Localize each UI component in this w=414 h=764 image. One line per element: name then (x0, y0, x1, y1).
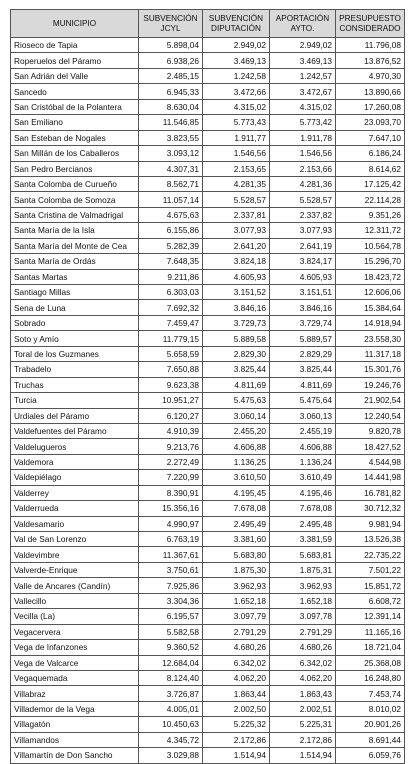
aportacion-ayto-cell: 5.225,31 (270, 717, 336, 732)
aportacion-ayto-cell: 3.151,51 (270, 285, 336, 300)
municipio-cell: Valdelugueros (11, 439, 139, 454)
aportacion-ayto-cell: 2.455,19 (270, 423, 336, 438)
municipio-cell: Valdemora (11, 454, 139, 469)
aportacion-ayto-cell: 1.652,18 (270, 593, 336, 608)
aportacion-ayto-cell: 2.829,29 (270, 346, 336, 361)
municipio-cell: Vega de Infanzones (11, 640, 139, 655)
presupuesto-cell: 15.384,64 (336, 300, 405, 315)
subvencion-diputacion-cell: 4.315,02 (203, 99, 270, 114)
aportacion-ayto-cell: 1.514,94 (270, 748, 336, 763)
table-row (11, 346, 405, 361)
municipio-cell: San Pedro Bercianos (11, 161, 139, 176)
subvencion-diputacion-cell: 4.680,26 (203, 640, 270, 655)
aportacion-ayto-cell: 3.469,13 (270, 53, 336, 68)
subvencion-diputacion-cell: 5.773,43 (203, 115, 270, 130)
municipio-cell: Valderrueda (11, 501, 139, 516)
subvencion-diputacion-cell: 2.337,81 (203, 207, 270, 222)
subvencion-diputacion-cell: 2.002,50 (203, 701, 270, 716)
subvencion-diputacion-cell: 4.606,88 (203, 439, 270, 454)
subvencion-jcyl-cell: 11.779,15 (139, 331, 203, 346)
aportacion-ayto-cell: 5.683,81 (270, 547, 336, 562)
aportacion-ayto-cell: 5.475,64 (270, 393, 336, 408)
presupuesto-cell: 10.564,78 (336, 238, 405, 253)
subvencion-diputacion-cell: 6.342,02 (203, 655, 270, 670)
municipio-cell: Valdepiélago (11, 470, 139, 485)
subvencion-diputacion-cell: 3.097,79 (203, 609, 270, 624)
subvencion-jcyl-cell: 4.910,39 (139, 423, 203, 438)
municipio-cell: Santa María de Ordás (11, 254, 139, 269)
municipio-cell: Toral de los Guzmanes (11, 346, 139, 361)
aportacion-ayto-cell: 1.546,56 (270, 146, 336, 161)
subvencion-jcyl-cell: 7.220,99 (139, 470, 203, 485)
subvencion-diputacion-cell: 5.225,32 (203, 717, 270, 732)
subvencion-diputacion-cell: 5.889,58 (203, 331, 270, 346)
subvencion-diputacion-cell: 1.875,30 (203, 562, 270, 577)
subvencion-jcyl-cell: 4.990,97 (139, 516, 203, 531)
aportacion-ayto-cell: 2.002,51 (270, 701, 336, 716)
presupuesto-cell: 9.351,26 (336, 207, 405, 222)
subvencion-diputacion-cell: 2.455,20 (203, 423, 270, 438)
municipio-cell: San Esteban de Nogales (11, 130, 139, 145)
municipio-cell: Valdesamario (11, 516, 139, 531)
aportacion-ayto-cell: 2.791,29 (270, 624, 336, 639)
subvencion-diputacion-cell: 3.077,93 (203, 223, 270, 238)
table-row (11, 300, 405, 315)
municipio-cell: Santa María de la Isla (11, 223, 139, 238)
subvencion-jcyl-cell: 6.155,86 (139, 223, 203, 238)
aportacion-ayto-cell: 5.773,42 (270, 115, 336, 130)
presupuesto-cell: 22.114,28 (336, 192, 405, 207)
municipio-cell: Sobrado (11, 315, 139, 330)
subvencion-diputacion-cell: 1.242,58 (203, 68, 270, 83)
table-row (11, 578, 405, 593)
presupuesto-cell: 25.368,08 (336, 655, 405, 670)
municipio-cell: Vecilla (La) (11, 609, 139, 624)
presupuesto-cell: 16.248,80 (336, 670, 405, 685)
presupuesto-cell: 7.647,10 (336, 130, 405, 145)
subvencion-jcyl-cell: 10.951,27 (139, 393, 203, 408)
header-subvencion-jcyl: SUBVENCIÓN JCYL (139, 10, 203, 38)
subvencion-diputacion-cell: 3.472,66 (203, 84, 270, 99)
presupuesto-cell: 6.186,24 (336, 146, 405, 161)
table-row (11, 470, 405, 485)
subvencion-jcyl-cell: 2.485,15 (139, 68, 203, 83)
subvencion-jcyl-cell: 3.029,88 (139, 748, 203, 763)
subvencion-diputacion-cell: 2.172,86 (203, 732, 270, 747)
subvencion-diputacion-cell: 4.195,45 (203, 485, 270, 500)
aportacion-ayto-cell: 4.195,46 (270, 485, 336, 500)
aportacion-ayto-cell: 3.472,67 (270, 84, 336, 99)
municipio-cell: Truchas (11, 377, 139, 392)
municipio-cell: Vega de Valcarce (11, 655, 139, 670)
table-row (11, 285, 405, 300)
subvencion-jcyl-cell: 5.582,58 (139, 624, 203, 639)
table-row (11, 269, 405, 284)
aportacion-ayto-cell: 3.097,78 (270, 609, 336, 624)
municipio-cell: Sena de Luna (11, 300, 139, 315)
municipio-cell: Rioseco de Tapia (11, 38, 139, 53)
table-row (11, 748, 405, 763)
table-row (11, 84, 405, 99)
presupuesto-cell: 21.902,54 (336, 393, 405, 408)
subvencion-diputacion-cell: 3.060,14 (203, 408, 270, 423)
table-row (11, 516, 405, 531)
aportacion-ayto-cell: 3.060,13 (270, 408, 336, 423)
presupuesto-cell: 7.501,22 (336, 562, 405, 577)
municipio-cell: Val de San Lorenzo (11, 532, 139, 547)
presupuesto-cell: 9.820,78 (336, 423, 405, 438)
municipio-cell: Soto y Amío (11, 331, 139, 346)
subvencion-jcyl-cell: 12.684,04 (139, 655, 203, 670)
table-row (11, 670, 405, 685)
subvencion-diputacion-cell: 3.824,18 (203, 254, 270, 269)
aportacion-ayto-cell: 4.281,36 (270, 176, 336, 191)
aportacion-ayto-cell: 4.605,93 (270, 269, 336, 284)
subvencion-diputacion-cell: 2.949,02 (203, 38, 270, 53)
subvencion-jcyl-cell: 6.938,26 (139, 53, 203, 68)
subvencion-jcyl-cell: 7.692,32 (139, 300, 203, 315)
subvencion-jcyl-cell: 9.623,38 (139, 377, 203, 392)
presupuesto-cell: 12.391,14 (336, 609, 405, 624)
municipio-cell: Valverde-Enrique (11, 562, 139, 577)
subvencion-jcyl-cell: 15.356,16 (139, 501, 203, 516)
presupuesto-cell: 9.981,94 (336, 516, 405, 531)
presupuesto-cell: 30.712,32 (336, 501, 405, 516)
budget-table-container (10, 9, 404, 764)
table-row (11, 393, 405, 408)
table-row (11, 701, 405, 716)
presupuesto-cell: 4.970,30 (336, 68, 405, 83)
presupuesto-cell: 8.691,44 (336, 732, 405, 747)
aportacion-ayto-cell: 2.153,66 (270, 161, 336, 176)
municipio-cell: Santa Colomba de Curueño (11, 176, 139, 191)
presupuesto-cell: 6.059,76 (336, 748, 405, 763)
municipio-cell: Vegacervera (11, 624, 139, 639)
table-row (11, 686, 405, 701)
presupuesto-cell: 6.608,72 (336, 593, 405, 608)
table-row (11, 146, 405, 161)
subvencion-jcyl-cell: 8.562,71 (139, 176, 203, 191)
presupuesto-cell: 4.544,98 (336, 454, 405, 469)
table-row (11, 562, 405, 577)
subvencion-jcyl-cell: 6.195,57 (139, 609, 203, 624)
municipio-cell: Sancedo (11, 84, 139, 99)
aportacion-ayto-cell: 1.911,78 (270, 130, 336, 145)
subvencion-jcyl-cell: 4.345,72 (139, 732, 203, 747)
municipio-cell: San Cristóbal de la Polantera (11, 99, 139, 114)
table-row (11, 547, 405, 562)
municipio-cell: San Adrián del Valle (11, 68, 139, 83)
subvencion-diputacion-cell: 2.495,49 (203, 516, 270, 531)
table-row (11, 532, 405, 547)
municipio-cell: Vegaquemada (11, 670, 139, 685)
subvencion-jcyl-cell: 9.360,52 (139, 640, 203, 655)
subvencion-jcyl-cell: 6.763,19 (139, 532, 203, 547)
aportacion-ayto-cell: 3.962,93 (270, 578, 336, 593)
subvencion-jcyl-cell: 5.898,04 (139, 38, 203, 53)
table-row (11, 115, 405, 130)
presupuesto-cell: 8.010,02 (336, 701, 405, 716)
presupuesto-cell: 12.606,06 (336, 285, 405, 300)
aportacion-ayto-cell: 4.606,88 (270, 439, 336, 454)
table-row (11, 238, 405, 253)
municipio-cell: Villabraz (11, 686, 139, 701)
presupuesto-cell: 12.311,72 (336, 223, 405, 238)
municipio-cell: Santa Cristina de Valmadrigal (11, 207, 139, 222)
subvencion-jcyl-cell: 7.648,35 (139, 254, 203, 269)
municipio-cell: Valdefuentes del Páramo (11, 423, 139, 438)
presupuesto-cell: 23.093,70 (336, 115, 405, 130)
subvencion-jcyl-cell: 5.282,39 (139, 238, 203, 253)
table-row (11, 732, 405, 747)
subvencion-jcyl-cell: 7.459,47 (139, 315, 203, 330)
table-row (11, 624, 405, 639)
subvencion-jcyl-cell: 11.367,61 (139, 547, 203, 562)
aportacion-ayto-cell: 3.824,17 (270, 254, 336, 269)
subvencion-jcyl-cell: 3.093,12 (139, 146, 203, 161)
presupuesto-cell: 18.427,52 (336, 439, 405, 454)
table-row (11, 192, 405, 207)
subvencion-diputacion-cell: 5.683,80 (203, 547, 270, 562)
subvencion-diputacion-cell: 5.475,63 (203, 393, 270, 408)
municipio-cell: Villamartín de Don Sancho (11, 748, 139, 763)
subvencion-diputacion-cell: 7.678,08 (203, 501, 270, 516)
table-row (11, 68, 405, 83)
aportacion-ayto-cell: 4.315,02 (270, 99, 336, 114)
presupuesto-cell: 12.240,54 (336, 408, 405, 423)
municipio-cell: Santa María del Monte de Cea (11, 238, 139, 253)
table-row (11, 161, 405, 176)
subvencion-jcyl-cell: 4.675,63 (139, 207, 203, 222)
presupuesto-cell: 11.165,16 (336, 624, 405, 639)
table-row (11, 53, 405, 68)
table-row (11, 362, 405, 377)
subvencion-jcyl-cell: 4.005,01 (139, 701, 203, 716)
subvencion-jcyl-cell: 8.124,40 (139, 670, 203, 685)
presupuesto-cell: 16.781,82 (336, 485, 405, 500)
table-row (11, 501, 405, 516)
subvencion-jcyl-cell: 6.303,03 (139, 285, 203, 300)
presupuesto-cell: 8.614,62 (336, 161, 405, 176)
municipio-cell: Santa Colomba de Somoza (11, 192, 139, 207)
municipio-cell: Santas Martas (11, 269, 139, 284)
subvencion-jcyl-cell: 9.213,76 (139, 439, 203, 454)
presupuesto-cell: 17.125,42 (336, 176, 405, 191)
aportacion-ayto-cell: 2.495,48 (270, 516, 336, 531)
municipio-cell: Villademor de la Vega (11, 701, 139, 716)
subvencion-diputacion-cell: 1.514,94 (203, 748, 270, 763)
table-row (11, 717, 405, 732)
aportacion-ayto-cell: 1.875,31 (270, 562, 336, 577)
table-row (11, 315, 405, 330)
aportacion-ayto-cell: 4.811,69 (270, 377, 336, 392)
aportacion-ayto-cell: 3.846,16 (270, 300, 336, 315)
header-subvencion-diputacion: SUBVENCIÓN DIPUTACIÓN (203, 10, 270, 38)
subvencion-diputacion-cell: 1.911,77 (203, 130, 270, 145)
subvencion-jcyl-cell: 9.211,86 (139, 269, 203, 284)
municipio-cell: Valdevimbre (11, 547, 139, 562)
subvencion-jcyl-cell: 8.390,91 (139, 485, 203, 500)
subvencion-diputacion-cell: 2.829,30 (203, 346, 270, 361)
subvencion-diputacion-cell: 3.962,93 (203, 578, 270, 593)
aportacion-ayto-cell: 7.678,08 (270, 501, 336, 516)
municipio-cell: Urdiales del Páramo (11, 408, 139, 423)
presupuesto-cell: 20.901,26 (336, 717, 405, 732)
aportacion-ayto-cell: 1.136,24 (270, 454, 336, 469)
table-row (11, 176, 405, 191)
municipio-cell: Villagatón (11, 717, 139, 732)
presupuesto-cell: 23.558,30 (336, 331, 405, 346)
subvencion-jcyl-cell: 6.120,27 (139, 408, 203, 423)
presupuesto-cell: 7.453,74 (336, 686, 405, 701)
presupuesto-cell: 18.721,04 (336, 640, 405, 655)
subvencion-jcyl-cell: 7.925,86 (139, 578, 203, 593)
subvencion-jcyl-cell: 8.630,04 (139, 99, 203, 114)
subvencion-diputacion-cell: 3.610,50 (203, 470, 270, 485)
presupuesto-cell: 17.260,08 (336, 99, 405, 114)
subvencion-diputacion-cell: 2.153,65 (203, 161, 270, 176)
table-row (11, 377, 405, 392)
aportacion-ayto-cell: 3.077,93 (270, 223, 336, 238)
table-row (11, 593, 405, 608)
subvencion-diputacion-cell: 3.825,44 (203, 362, 270, 377)
municipio-cell: Vallecillo (11, 593, 139, 608)
municipio-cell: Valle de Ancares (Candín) (11, 578, 139, 593)
subvencion-diputacion-cell: 1.546,56 (203, 146, 270, 161)
subvencion-jcyl-cell: 2.272,49 (139, 454, 203, 469)
presupuesto-cell: 14.441,98 (336, 470, 405, 485)
subvencion-jcyl-cell: 11.546,85 (139, 115, 203, 130)
subvencion-jcyl-cell: 11.057,14 (139, 192, 203, 207)
subvencion-jcyl-cell: 4.307,31 (139, 161, 203, 176)
presupuesto-cell: 13.876,52 (336, 53, 405, 68)
table-row (11, 223, 405, 238)
aportacion-ayto-cell: 1.242,57 (270, 68, 336, 83)
subvencion-jcyl-cell: 10.450,63 (139, 717, 203, 732)
subvencion-diputacion-cell: 1.652,18 (203, 593, 270, 608)
presupuesto-cell: 11.317,18 (336, 346, 405, 361)
subvencion-jcyl-cell: 7.650,88 (139, 362, 203, 377)
subvencion-diputacion-cell: 5.528,57 (203, 192, 270, 207)
aportacion-ayto-cell: 3.610,49 (270, 470, 336, 485)
aportacion-ayto-cell: 1.863,43 (270, 686, 336, 701)
presupuesto-cell: 15.296,70 (336, 254, 405, 269)
municipio-cell: Valderrey (11, 485, 139, 500)
municipality-budget-table (10, 9, 405, 764)
municipio-cell: San Millán de los Caballeros (11, 146, 139, 161)
aportacion-ayto-cell: 2.949,02 (270, 38, 336, 53)
header-municipio: MUNICIPIO (11, 10, 139, 38)
subvencion-jcyl-cell: 3.750,61 (139, 562, 203, 577)
subvencion-diputacion-cell: 3.846,16 (203, 300, 270, 315)
subvencion-jcyl-cell: 3.726,87 (139, 686, 203, 701)
subvencion-jcyl-cell: 6.945,33 (139, 84, 203, 99)
municipio-cell: Roperuelos del Páramo (11, 53, 139, 68)
presupuesto-cell: 11.796,08 (336, 38, 405, 53)
aportacion-ayto-cell: 6.342,02 (270, 655, 336, 670)
presupuesto-cell: 13.890,66 (336, 84, 405, 99)
table-row (11, 655, 405, 670)
table-row (11, 331, 405, 346)
subvencion-diputacion-cell: 2.791,29 (203, 624, 270, 639)
aportacion-ayto-cell: 5.528,57 (270, 192, 336, 207)
municipio-cell: Trabadelo (11, 362, 139, 377)
table-row (11, 38, 405, 53)
table-row (11, 254, 405, 269)
subvencion-diputacion-cell: 3.469,13 (203, 53, 270, 68)
municipio-cell: San Emiliano (11, 115, 139, 130)
table-row (11, 99, 405, 114)
aportacion-ayto-cell: 3.825,44 (270, 362, 336, 377)
presupuesto-cell: 18.423,72 (336, 269, 405, 284)
subvencion-diputacion-cell: 3.151,52 (203, 285, 270, 300)
table-row (11, 130, 405, 145)
table-row (11, 454, 405, 469)
aportacion-ayto-cell: 5.889,57 (270, 331, 336, 346)
table-row (11, 485, 405, 500)
subvencion-diputacion-cell: 1.863,44 (203, 686, 270, 701)
table-row (11, 609, 405, 624)
subvencion-diputacion-cell: 4.062,20 (203, 670, 270, 685)
table-row (11, 207, 405, 222)
subvencion-diputacion-cell: 2.641,20 (203, 238, 270, 253)
aportacion-ayto-cell: 3.381,59 (270, 532, 336, 547)
aportacion-ayto-cell: 4.680,26 (270, 640, 336, 655)
municipio-cell: Villamandos (11, 732, 139, 747)
presupuesto-cell: 14.918,94 (336, 315, 405, 330)
subvencion-jcyl-cell: 3.304,36 (139, 593, 203, 608)
municipio-cell: Turcia (11, 393, 139, 408)
subvencion-jcyl-cell: 5.658,59 (139, 346, 203, 361)
aportacion-ayto-cell: 2.172,86 (270, 732, 336, 747)
subvencion-diputacion-cell: 3.729,73 (203, 315, 270, 330)
municipio-cell: Santiago Millas (11, 285, 139, 300)
presupuesto-cell: 19.246,76 (336, 377, 405, 392)
subvencion-jcyl-cell: 3.823,55 (139, 130, 203, 145)
aportacion-ayto-cell: 4.062,20 (270, 670, 336, 685)
table-header-row (11, 10, 405, 38)
subvencion-diputacion-cell: 3.381,60 (203, 532, 270, 547)
presupuesto-cell: 22.735,22 (336, 547, 405, 562)
table-row (11, 640, 405, 655)
aportacion-ayto-cell: 3.729,74 (270, 315, 336, 330)
header-presupuesto-considerado: PRESUPUESTO CONSIDERADO (336, 10, 405, 38)
subvencion-diputacion-cell: 1.136,25 (203, 454, 270, 469)
header-aportacion-ayto: APORTACIÓN AYTO. (270, 10, 336, 38)
presupuesto-cell: 15.851,72 (336, 578, 405, 593)
table-row (11, 423, 405, 438)
subvencion-diputacion-cell: 4.811,69 (203, 377, 270, 392)
table-row (11, 439, 405, 454)
subvencion-diputacion-cell: 4.605,93 (203, 269, 270, 284)
presupuesto-cell: 13.526,38 (336, 532, 405, 547)
aportacion-ayto-cell: 2.337,82 (270, 207, 336, 222)
subvencion-diputacion-cell: 4.281,35 (203, 176, 270, 191)
aportacion-ayto-cell: 2.641,19 (270, 238, 336, 253)
table-row (11, 408, 405, 423)
presupuesto-cell: 15.301,76 (336, 362, 405, 377)
